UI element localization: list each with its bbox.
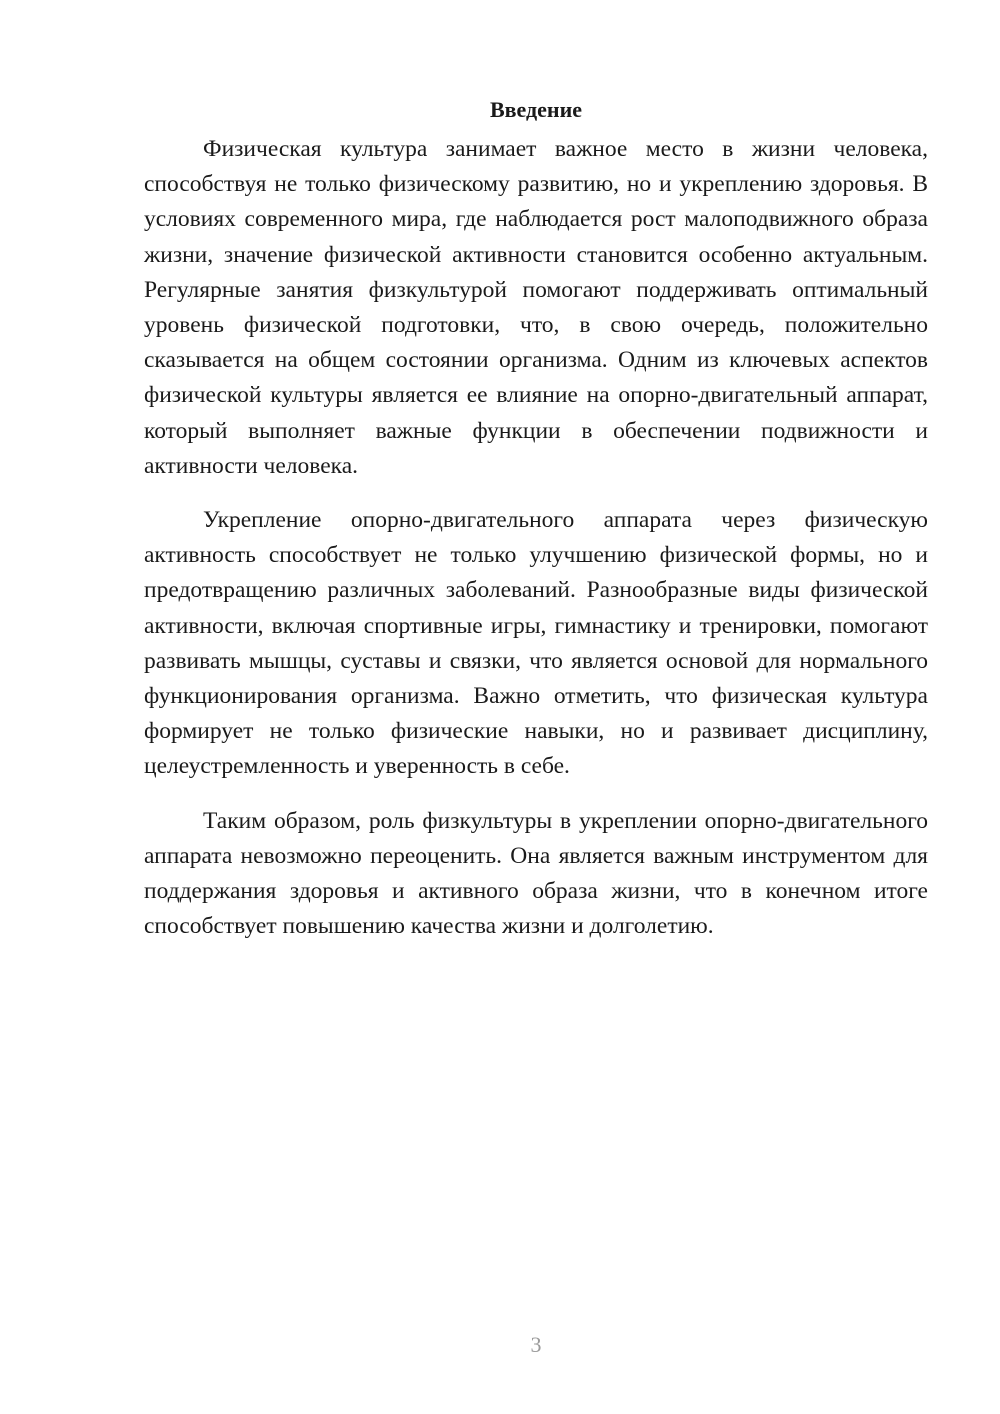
section-heading: Введение [489,97,583,122]
paragraph-2: Укрепление опорно-двигательного аппарата через физическую активность способствует не только улучшению физической формы, но и предотвращению различных заболеваний. Разнообразные виды физической активности, включая спортивные игры, гимнастику и тренировки, помогают развивать мышцы, суставы и связки, что является основой для нормального функционирования организма. Важно отметить, что физическая культура формирует не только физические навыки, но и развивает дисциплину, целеустремленность и уверенность в себе. [144,507,928,780]
page-number: 3 [530,1332,542,1357]
paragraph-1: Физическая культура занимает важное место в жизни человека, способствуя не только физическому развитию, но и укреплению здоровья. В условиях современного мира, где наблюдается рост малоподвижного образа жизни, значение физической активности становится особенно актуальным. Регулярные занятия физкультурой помогают поддерживать оптимальный уровень физической подготовки, что, в свою очередь, положительно сказывается на общем состоянии организма. Одним из ключевых аспектов физической культуры является ее влияние на опорно-двигательный аппарат, который выполняет важные функции в обеспечении подвижности и активности человека. [144,136,928,479]
page-content [144,92,928,963]
paragraph-3: Таким образом, роль физкультуры в укреплении опорно-двигательного аппарата невозможно переоценить. Она является важным инструментом для поддержания здоровья и активного образа жизни, что в конечном итоге способствует повышению качества жизни и долголетию. [144,807,928,940]
